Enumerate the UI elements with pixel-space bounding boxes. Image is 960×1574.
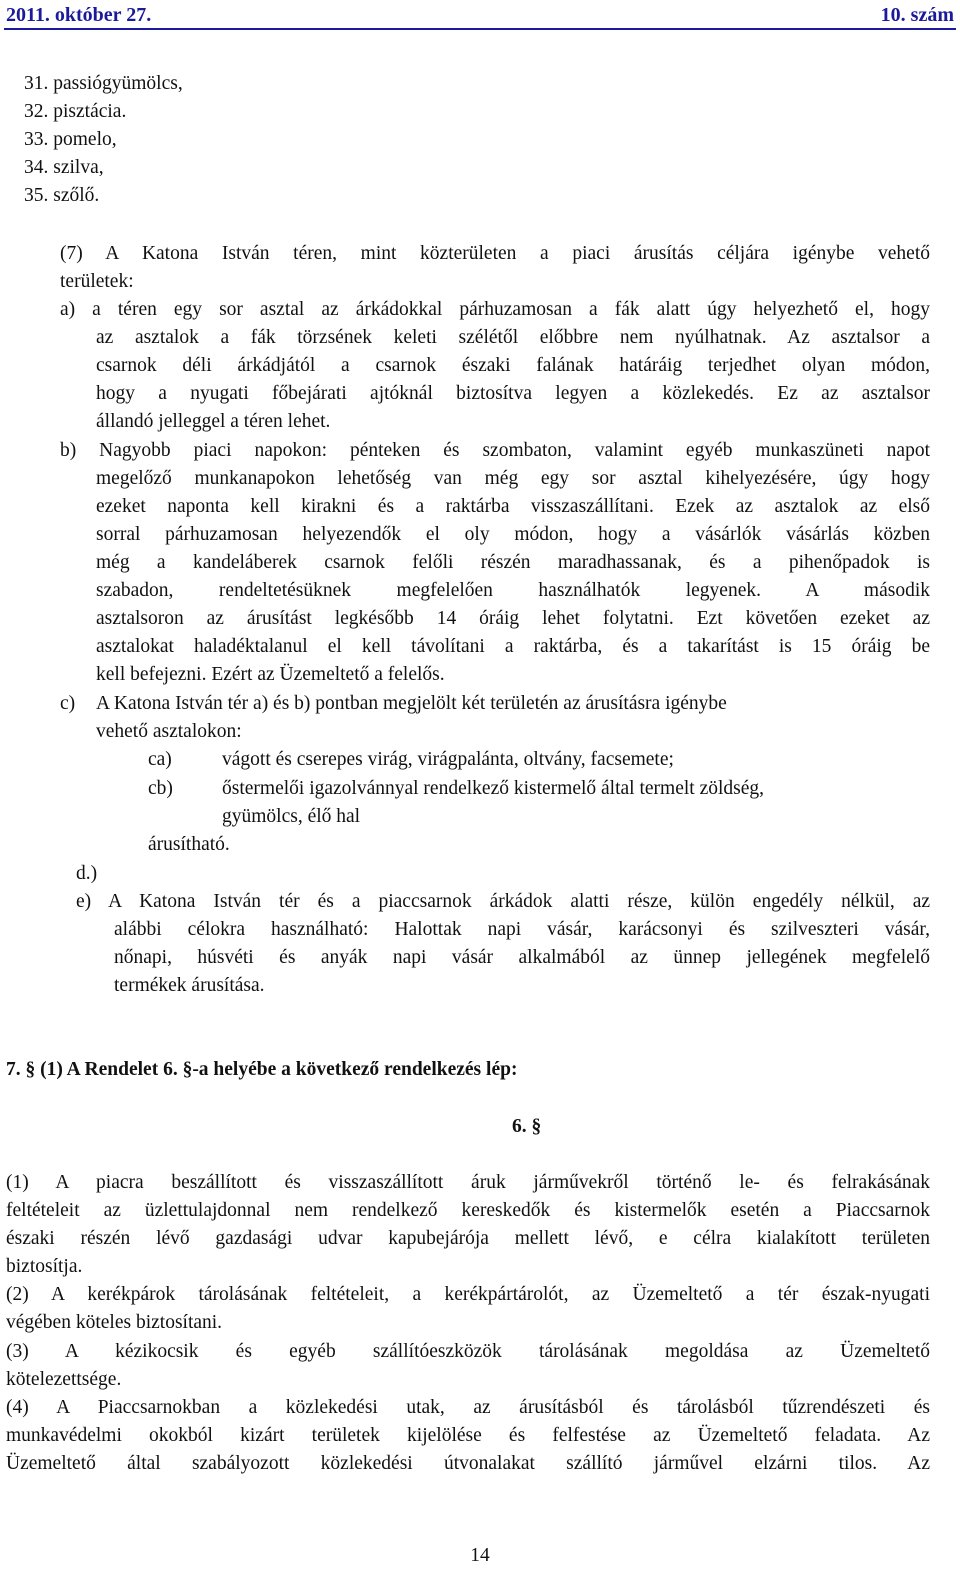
list-item: 33. pomelo,: [24, 129, 117, 150]
section-6-para-1-line: feltételeit az üzlettulajdonnal nem rendelkező kereskedők és kistermelők esetén a Piaccsarnok: [6, 1200, 930, 1221]
header-rule: [4, 28, 956, 30]
header-date: 2011. október 27.: [6, 4, 152, 26]
section-6-para-3-line: (3) A kézikocsik és egyéb szállítóeszközök tárolásának megoldása az Üzemeltető: [6, 1341, 930, 1362]
paragraph-7-line: (7) A Katona István téren, mint közterületen a piaci árusítás céljára igénybe vehető: [60, 243, 930, 264]
item-b-line: kell befejezni. Ezért az Üzemeltető a felelős.: [96, 664, 445, 685]
list-item: 34. szilva,: [24, 157, 104, 178]
section-7-heading: 7. § (1) A Rendelet 6. §-a helyébe a következő rendelkezés lép:: [6, 1059, 518, 1080]
item-a-line: a) a téren egy sor asztal az árkádokkal párhuzamosan a fák alatt úgy helyezhető el, hogy: [60, 299, 930, 320]
section-6-para-1-line: biztosítja.: [6, 1256, 83, 1277]
item-b-line: szabadon, rendeltetésüknek megfelelően használhatók legyenek. A második: [96, 580, 930, 601]
item-b-line: sorral párhuzamosan helyezendők el oly módon, hogy a vásárlók vásárlás közben: [96, 524, 930, 545]
item-e-line: alábbi célokra használható: Halottak napi vásár, karácsonyi és szilveszteri vásár,: [114, 919, 930, 940]
page-number: 14: [470, 1545, 490, 1566]
item-b-line: még a kandeláberek csarnok felőli részén maradhassanak, és a pihenőpadok is: [96, 552, 930, 573]
item-b-line: asztalsoron az árusítást legkésőbb 14 óráig lehet folytatni. Ezt követően ezeket az: [96, 608, 930, 629]
item-b-line: b) Nagyobb piaci napokon: pénteken és szombaton, valamint egyéb munkaszüneti napot: [60, 440, 930, 461]
list-item: 31. passiógyümölcs,: [24, 73, 183, 94]
section-6-para-1-line: északi részén lévő gazdasági udvar kapubejárója mellett lévő, e célra kialakított területen: [6, 1228, 930, 1249]
item-cb-line: gyümölcs, élő hal: [222, 806, 361, 827]
item-b-line: asztalokat haladéktalanul el kell távolítani a raktárba, és a takarítást is 15 óráig be: [96, 636, 930, 657]
item-c-line: A Katona István tér a) és b) pontban megjelölt két területén az árusításra igénybe: [96, 693, 727, 714]
section-6-para-4-line: Üzemeltető által szabályozott közlekedési útvonalakat szállító járművel elzárni tilos. Az: [6, 1453, 930, 1474]
item-c-label: c): [60, 693, 76, 714]
item-c-line: vehető asztalokon:: [96, 721, 242, 742]
section-6-para-3-line: kötelezettsége.: [6, 1369, 122, 1390]
item-e-line: e) A Katona István tér és a piaccsarnok árkádok alatti része, külön engedély nélkül, az: [76, 891, 930, 912]
paragraph-7-line: területek:: [60, 271, 134, 292]
item-c-closing: árusítható.: [148, 834, 230, 855]
item-b-line: megelőző munkanapokon lehetőség van még egy sor asztal kihelyezésére, úgy hogy: [96, 468, 930, 489]
item-cb-label: cb): [148, 778, 173, 799]
section-6-title: 6. §: [512, 1116, 542, 1137]
section-6-para-4-line: munkavédelmi okokból kizárt területek kijelölése és felfestése az Üzemeltető feladata. Az: [6, 1425, 930, 1446]
section-6-para-2-line: végében köteles biztosítani.: [6, 1312, 223, 1333]
item-e-line: termékek árusítása.: [114, 975, 265, 996]
item-a-line: állandó jelleggel a téren lehet.: [96, 411, 331, 432]
item-ca-label: ca): [148, 749, 172, 770]
section-6-para-2-line: (2) A kerékpárok tárolásának feltételeit, a kerékpártárolót, az Üzemeltető a tér észak-nyugati: [6, 1284, 930, 1305]
section-6-para-1-line: (1) A piacra beszállított és visszaszállított áruk járművekről történő le- és felrakásának: [6, 1172, 930, 1193]
item-a-line: az asztalok a fák törzsének keleti szélétől előbbre nem nyúlhatnak. Az asztalsor a: [96, 327, 930, 348]
list-item: 35. szőlő.: [24, 185, 100, 206]
item-d-label: d.): [76, 863, 98, 884]
item-ca-text: vágott és cserepes virág, virágpalánta, oltvány, facsemete;: [222, 749, 674, 770]
page-header: [6, 2, 954, 28]
item-a-line: hogy a nyugati főbejárati ajtóknál biztosítva legyen a közlekedés. Ez az asztalsor: [96, 383, 930, 404]
item-b-line: ezeket naponta kell kirakni és a raktárba visszaszállítani. Ezek az asztalok az első: [96, 496, 930, 517]
section-6-para-4-line: (4) A Piaccsarnokban a közlekedési utak, az árusításból és tárolásból tűzrendészeti és: [6, 1397, 930, 1418]
item-e-line: nőnapi, húsvéti és anyák napi vásár alkalmából az ünnep jellegének megfelelő: [114, 947, 930, 968]
item-cb-line: őstermelői igazolvánnyal rendelkező kistermelő által termelt zöldség,: [222, 778, 765, 799]
header-issue-number: 10. szám: [880, 4, 954, 26]
item-a-line: csarnok déli árkádjától a csarnok északi falának határáig terjedhet olyan módon,: [96, 355, 930, 376]
list-item: 32. pisztácia.: [24, 101, 127, 122]
